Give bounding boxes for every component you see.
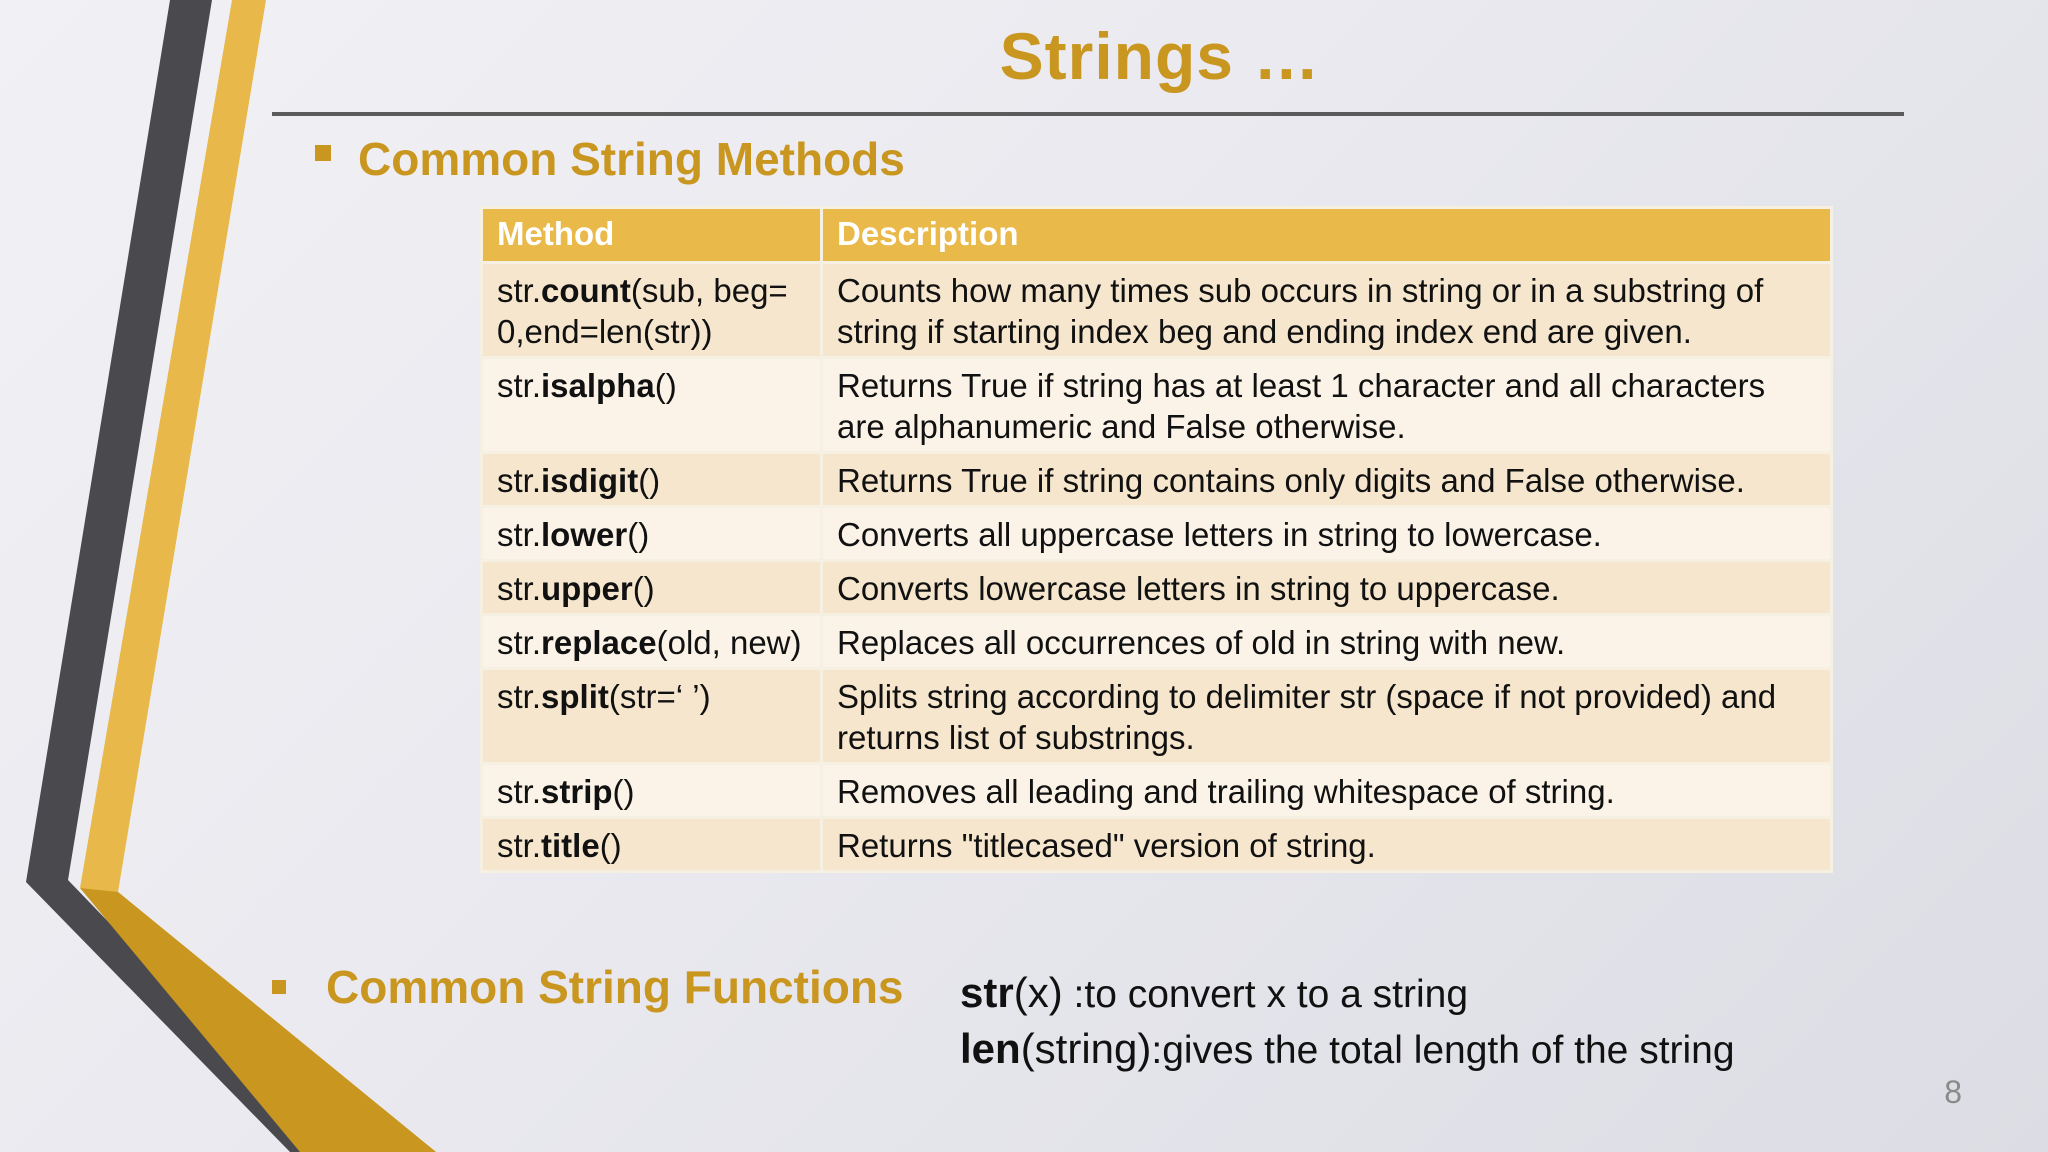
method-cell — [482, 764, 822, 818]
method-prefix: str. — [497, 773, 542, 810]
bullet-icon — [315, 145, 331, 161]
description-cell: Replaces all occurrences of old in string with new. — [822, 615, 1832, 669]
table-row — [482, 507, 1832, 561]
method-args: () — [627, 516, 650, 553]
function-name: str — [960, 969, 1014, 1016]
method-args: () — [612, 773, 635, 810]
table-row — [482, 764, 1832, 818]
table-header-row — [482, 208, 1832, 263]
function-description: :to convert x to a string — [1062, 973, 1469, 1016]
method-args: (sub, beg= 0,end=len(str)) — [497, 272, 788, 350]
method-prefix: str. — [497, 462, 542, 499]
method-prefix: str. — [497, 827, 542, 864]
method-prefix: str. — [497, 678, 542, 715]
description-cell: Splits string according to delimiter str (space if not provided) and returns list of substrings. — [822, 669, 1832, 764]
table-row — [482, 263, 1832, 358]
bullet-icon — [272, 980, 286, 994]
function-name: len — [960, 1025, 1021, 1072]
method-name: isdigit — [541, 462, 639, 499]
method-args: (str=‘ ’) — [608, 678, 711, 715]
description-cell: Returns True if string has at least 1 character and all characters are alphanumeric and False otherwise. — [822, 358, 1832, 453]
functions-list — [960, 966, 1735, 1078]
table-row — [482, 358, 1832, 453]
function-args: (string) — [1020, 1025, 1152, 1072]
table-row — [482, 669, 1832, 764]
description-cell: Converts lowercase letters in string to uppercase. — [822, 561, 1832, 615]
description-cell: Removes all leading and trailing whitespace of string. — [822, 764, 1832, 818]
method-name: lower — [541, 516, 628, 553]
method-name: upper — [541, 570, 633, 607]
function-item — [960, 1022, 1735, 1078]
table-row — [482, 453, 1832, 507]
header-description: Description — [822, 208, 1832, 263]
method-name: count — [541, 272, 631, 309]
page-number: 8 — [1944, 1074, 1962, 1110]
method-prefix: str. — [497, 272, 542, 309]
functions-heading: Common String Functions — [326, 961, 904, 1013]
method-prefix: str. — [497, 570, 542, 607]
method-args: () — [654, 367, 677, 404]
methods-heading: Common String Methods — [358, 133, 905, 185]
method-name: split — [541, 678, 609, 715]
method-args: (old, new) — [656, 624, 802, 661]
methods-table — [480, 206, 1833, 873]
header-method: Method — [482, 208, 822, 263]
function-description: :gives the total length of the string — [1151, 1029, 1735, 1072]
method-cell — [482, 615, 822, 669]
method-name: replace — [541, 624, 657, 661]
function-args: (x) — [1013, 969, 1063, 1016]
method-args: () — [632, 570, 655, 607]
method-cell — [482, 453, 822, 507]
table-row — [482, 615, 1832, 669]
method-args: () — [599, 827, 622, 864]
method-prefix: str. — [497, 367, 542, 404]
description-cell: Converts all uppercase letters in string to lowercase. — [822, 507, 1832, 561]
method-name: strip — [541, 773, 613, 810]
method-prefix: str. — [497, 624, 542, 661]
description-cell: Counts how many times sub occurs in string or in a substring of string if starting index beg and ending index end are given. — [822, 263, 1832, 358]
method-cell — [482, 358, 822, 453]
method-cell — [482, 818, 822, 872]
method-cell — [482, 561, 822, 615]
title-divider — [272, 112, 1904, 116]
table-row — [482, 818, 1832, 872]
description-cell: Returns True if string contains only digits and False otherwise. — [822, 453, 1832, 507]
method-args: () — [638, 462, 661, 499]
method-prefix: str. — [497, 516, 542, 553]
table-row — [482, 561, 1832, 615]
function-item — [960, 966, 1735, 1022]
slide-title: Strings … — [999, 19, 1321, 93]
description-cell: Returns "titlecased" version of string. — [822, 818, 1832, 872]
method-name: isalpha — [541, 367, 655, 404]
method-cell — [482, 263, 822, 358]
method-name: title — [541, 827, 600, 864]
method-cell — [482, 669, 822, 764]
method-cell — [482, 507, 822, 561]
